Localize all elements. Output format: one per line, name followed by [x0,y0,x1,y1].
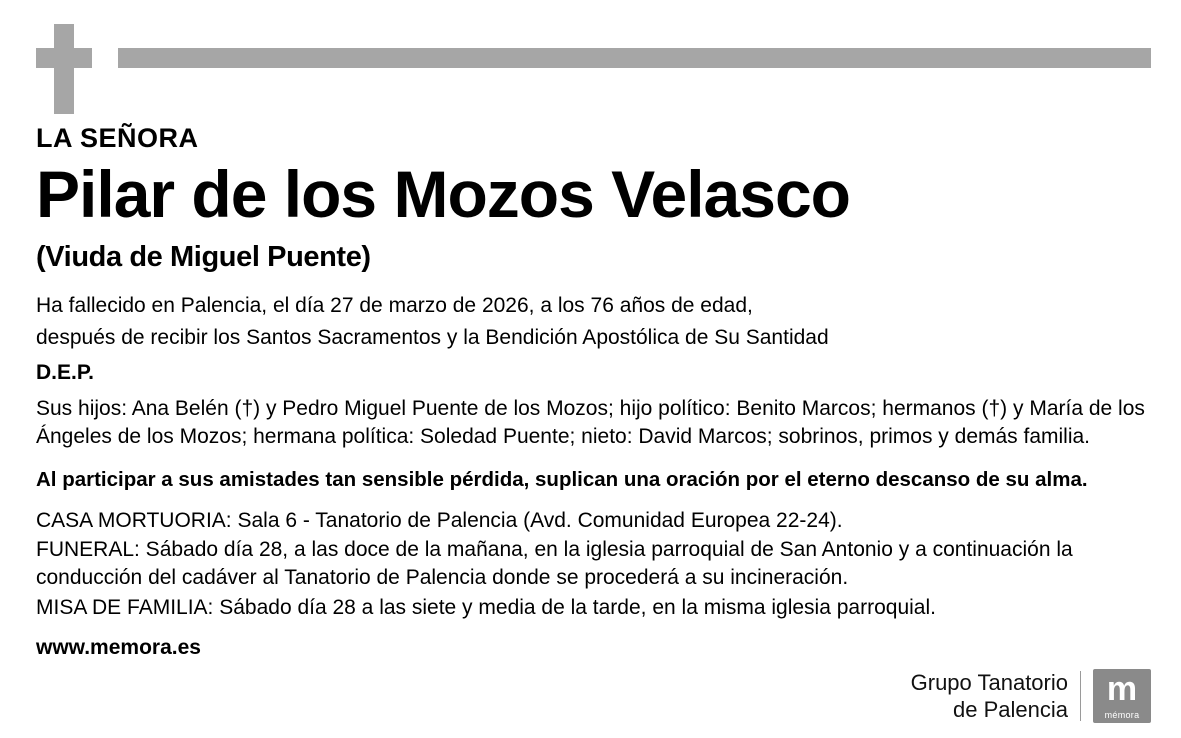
service-details [36,507,1151,622]
cross-horizontal-bar [36,48,92,68]
website-link[interactable]: www.memora.es [36,636,201,660]
company-name [911,669,1080,724]
prayer-request: Al participar a sus amistades tan sensible pérdida, suplican una oración por el eterno descanso de su alma. [36,467,1088,491]
footer-divider [1080,671,1081,721]
cross-vertical-bar [54,24,74,114]
service-line-funeral: FUNERAL: Sábado día 28, a las doce de la mañana, en la iglesia parroquial de San Antonio y a continuación la conducción del cadáver al Tanatorio de Palencia donde se procederá a su incineración. [36,538,1073,590]
company-name-line-1: Grupo Tanatorio [910,669,1068,695]
dep-abbreviation: D.E.P. [36,361,94,385]
spouse-line: (Viuda de Miguel Puente) [36,240,371,273]
footer-logo [911,668,1151,724]
memora-logo-wordmark: mémora [1104,710,1140,720]
company-name-line-2: de Palencia [953,697,1068,722]
deceased-name: Pilar de los Mozos Velasco [36,157,850,232]
honorific-label: LA SEÑORA [36,123,199,153]
notice-content [36,122,1151,660]
cross-icon [36,24,92,114]
memora-logo-icon [1093,669,1151,723]
family-list: Sus hijos: Ana Belén (†) y Pedro Miguel Puente de los Mozos; hijo político: Benito Marcos; hermanos (†) y María de los Ángeles de los Mozos; hermana política: Soledad Puente; nieto: David Marcos; sobrinos, primos y demás familia. [36,397,1145,449]
header-band [36,24,1151,114]
header-rule [118,48,1151,68]
service-line-mortuary: CASA MORTUORIA: Sala 6 - Tanatorio de Palencia (Avd. Comunidad Europea 22-24). [36,508,843,532]
memora-logo-letter: m [1106,670,1138,708]
death-line-1: Ha fallecido en Palencia, el día 27 de marzo de 2026, a los 76 años de edad, [36,294,753,318]
service-line-family-mass: MISA DE FAMILIA: Sábado día 28 a las siete y media de la tarde, en la misma iglesia parroquial. [36,595,936,619]
death-line-2: después de recibir los Santos Sacramentos y la Bendición Apostólica de Su Santidad [36,326,829,350]
